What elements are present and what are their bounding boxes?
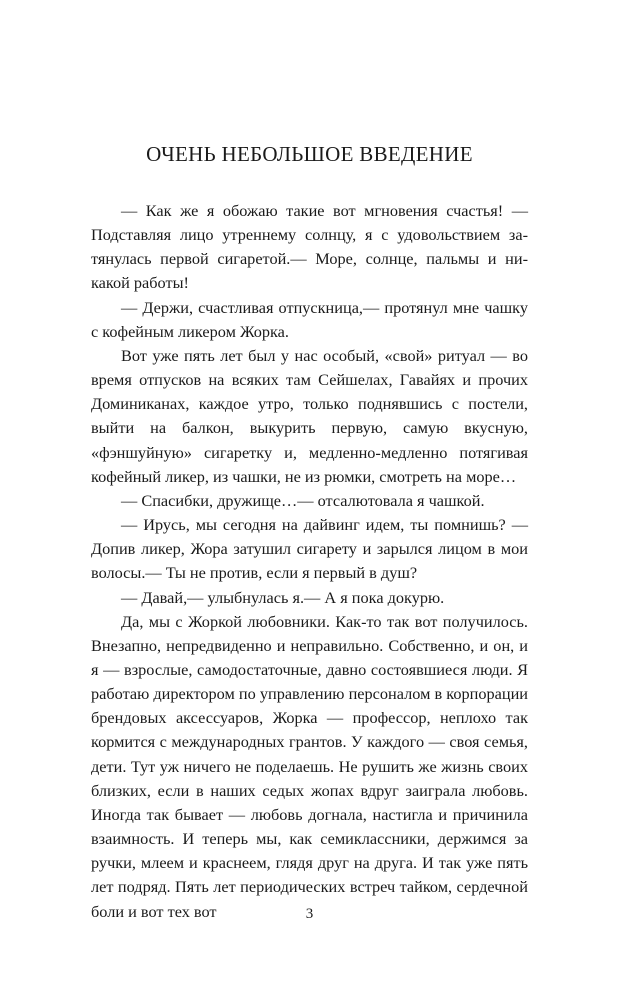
paragraph: — Ирусь, мы сегодня на дайвинг идем, ты помнишь? — Допив ликер, Жора затушил сигарету и зарылся лицом в мои волосы.— Ты не против, если я первый в душ? (91, 515, 528, 583)
body-text (91, 199, 528, 924)
page-number: 3 (305, 906, 314, 922)
paragraph: — Как же я обожаю такие вот мгновения счастья! — Подставляя лицо утреннему солнцу, я с удовольствием затянулась первой сигаретой.— Море, солнце, пальмы и никакой работы! (91, 201, 528, 293)
paragraph: Да, мы с Жоркой любовники. Как-то так вот получилось. Внезапно, непредвиденно и неправильно. Собственно, и он, и я — взрослые, самодостаточные, давно состоявшиеся люди. Я работаю директором по управлению персоналом в корпорации брендовых аксессуаров, Жорка — профессор, неплохо так кормится с международных грантов. У каждого — своя семья, дети. Тут уж ничего не поделаешь. Не рушить же жизнь своих близких, если в наших седых жопах вдруг заиграла любовь. Иногда так бывает — любовь догнала, настигла и причинила взаимность. И теперь мы, как семиклассники, держимся за ручки, млеем и краснеем, глядя друг на друга. И так уже пять лет подряд. Пять лет периодических встреч тайком, сердечной боли и вот тех вот (91, 611, 528, 921)
paragraph: — Держи, счастливая отпускница,— протянул мне чашку с кофейным ликером Жорка. (91, 297, 528, 341)
paragraph: Вот уже пять лет был у нас особый, «свой» ритуал — во время отпусков на всяких там Сейшелах, Гавайях и прочих Доминиканах, каждое утро, только поднявшись с постели, выйти на балкон, выкурить первую, самую вкусную, «фэншуйную» сигаретку и, медленно-медленно потягивая кофейный ликер, из чашки, не из рюмки, смотреть на море… (91, 345, 528, 486)
paragraph: — Давай,— улыбнулась я.— А я пока докурю. (121, 587, 445, 607)
paragraph: — Спасибки, дружище…— отсалютовала я чашкой. (121, 490, 485, 510)
chapter-title: ОЧЕНЬ НЕБОЛЬШОЕ ВВЕДЕНИЕ (146, 142, 473, 166)
